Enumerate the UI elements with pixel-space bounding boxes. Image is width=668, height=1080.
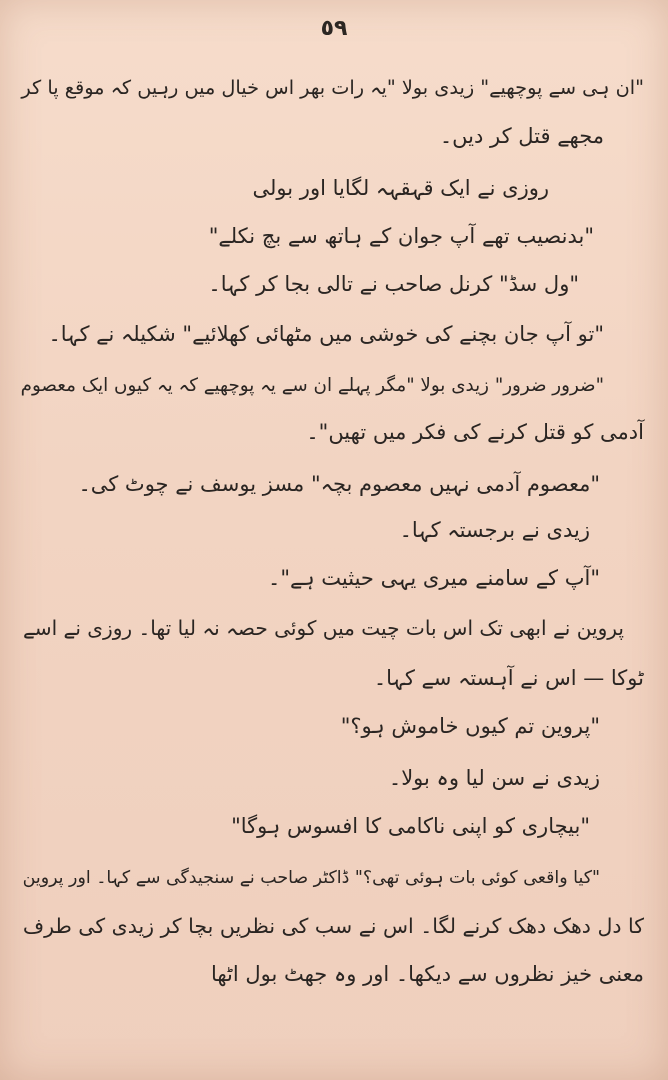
text-line: زیدی نے برجستہ کہا۔ <box>399 518 590 542</box>
text-line: کا دل دھک دھک کرنے لگا۔ اس نے سب کی نظریں بچا کر زیدی کی طرف <box>22 914 644 938</box>
text-line: "آپ کے سامنے میری یہی حیثیت ہے"۔ <box>268 566 600 590</box>
text-line: روزی نے ایک قہقہہ لگایا اور بولی <box>252 176 549 200</box>
text-line: "کیا واقعی کوئی بات ہوئی تھی؟" ڈاکٹر صاحب نے سنجیدگی سے کہا۔ اور پروین <box>22 868 600 888</box>
text-line: "پروین تم کیوں خاموش ہو؟" <box>340 714 600 738</box>
text-line: پروین نے ابھی تک اس بات چیت میں کوئی حصہ نہ لیا تھا۔ روزی نے اسے <box>22 616 624 640</box>
text-line: "ان ہی سے پوچھیے" زیدی بولا "یہ رات بھر اس خیال میں رہیں کہ موقع پا کر <box>21 76 644 99</box>
text-line: آدمی کو قتل کرنے کی فکر میں تھیں"۔ <box>306 420 644 444</box>
text-line: معنی خیز نظروں سے دیکھا۔ اور وہ جھٹ بول اٹھا <box>210 962 644 986</box>
text-line: "بیچاری کو اپنی ناکامی کا افسوس ہوگا" <box>231 814 590 838</box>
text-line: "ول سڈ" کرنل صاحب نے تالی بجا کر کہا۔ <box>208 272 579 296</box>
text-line: "تو آپ جان بچنے کی خوشی میں مٹھائی کھلائیے" شکیلہ نے کہا۔ <box>48 322 604 346</box>
text-line: زیدی نے سن لیا وہ بولا۔ <box>388 766 600 790</box>
text-line: "بدنصیب تھے آپ جوان کے ہاتھ سے بچ نکلے" <box>208 224 594 248</box>
page-number: ٥٩ <box>320 16 348 41</box>
text-line: ٹوکا — اس نے آہستہ سے کہا۔ <box>373 666 644 690</box>
text-line: "ضرور ضرور" زیدی بولا "مگر پہلے ان سے یہ پوچھیے کہ یہ کیوں ایک معصوم <box>20 375 604 396</box>
text-line: مجھے قتل کر دیں۔ <box>439 124 604 148</box>
text-line: "معصوم آدمی نہیں معصوم بچہ" مسز یوسف نے چوٹ کی۔ <box>78 472 600 496</box>
